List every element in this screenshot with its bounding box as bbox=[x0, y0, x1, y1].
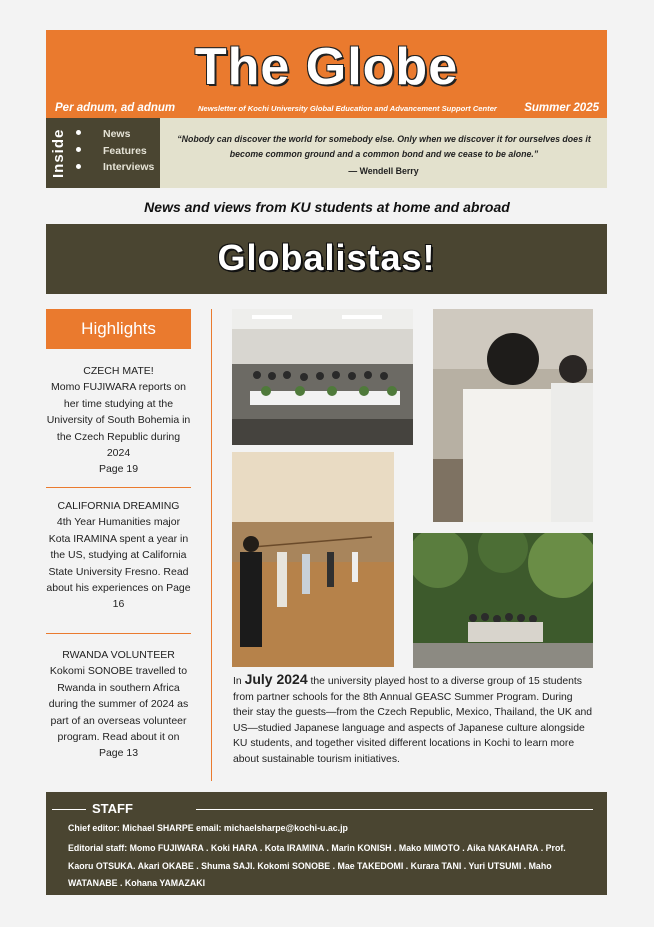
inside-list bbox=[103, 126, 154, 176]
inside-item-news: News bbox=[103, 128, 131, 140]
newsletter-subtitle: Newsletter of Kochi University Global Education and Advancement Support Center bbox=[198, 104, 497, 113]
story-body: the university played host to a diverse group of 15 students from partner schools for the 8th Annual GEASC Summer Program. During their stay the guests—from the Czech Republic, Mexico, Thailand, the UK and US—studied Japanese language and aspects of Japanese culture alongside KU students, and together visited different locations in Kochi to learn more about sustainable tourism initiatives. bbox=[233, 676, 593, 765]
students-photo bbox=[433, 309, 593, 522]
inside-item-interviews: Interviews bbox=[103, 161, 155, 173]
banner bbox=[46, 224, 607, 294]
highlight-body: Kokomi SONOBE travelled to Rwanda in southern Africa during the summer of 2024 as part of an overseas volunteer program. Read about it on Page 13 bbox=[48, 665, 189, 760]
dojo-photo bbox=[232, 452, 394, 667]
inside-item-features: Features bbox=[103, 144, 147, 157]
column-divider bbox=[211, 309, 212, 781]
quote-box bbox=[160, 118, 607, 188]
inside-box bbox=[46, 118, 160, 188]
quote-author: — Wendell Berry bbox=[348, 166, 419, 176]
bullet-dots bbox=[76, 130, 81, 181]
chief-editor: Chief editor: Michael SHARPE email: michaelsharpe@kochi-u.ac.jp bbox=[68, 823, 348, 833]
inside-label: Inside bbox=[50, 128, 67, 178]
highlight-body: 4th Year Humanities major Kota IRAMINA spent a year in the US, studying at California State University Fresno. Read about his experiences on Page 16 bbox=[46, 516, 191, 611]
editorial-staff: Editorial staff: Momo FUJIWARA . Koki HARA . Kota IRAMINA . Marin KONISH . Mako MIMOTO . Aika NAKAHARA . Prof. Kaoru OTSUKA. Akari OKABE . Shuma SAJI. Kokomi SONOBE . Mae TAKEDOMI . Kurara TANI . Yuri UTSUMI . Maho WATANABE . Kohana YAMAZAKI bbox=[68, 843, 566, 888]
staff-heading: STAFF bbox=[92, 801, 133, 816]
highlight-body: Momo FUJIWARA reports on her time studying at the University of South Bohemia in the Czech Republic during 2024 bbox=[46, 381, 191, 460]
masthead bbox=[46, 30, 607, 118]
highlight-title: CALIFORNIA DREAMING bbox=[57, 500, 180, 512]
group-meeting-photo bbox=[232, 309, 413, 445]
highlight-page: Page 19 bbox=[98, 463, 139, 476]
tagline: News and views from KU students at home and abroad bbox=[144, 199, 510, 215]
highlight-item bbox=[46, 498, 191, 613]
quote-text: “Nobody can discover the world for somebody else. Only when we discover it for ourselves does it become common ground and a common bond and we cease to be alone.” bbox=[177, 134, 591, 159]
highlight-title: RWANDA VOLUNTEER bbox=[62, 649, 175, 661]
staff-box bbox=[46, 792, 607, 895]
divider bbox=[196, 809, 593, 810]
divider bbox=[46, 633, 191, 634]
highlight-item bbox=[46, 363, 191, 478]
highlights-heading-label: Highlights bbox=[81, 319, 156, 338]
highlight-title: CZECH MATE! bbox=[83, 365, 154, 377]
highlight-item bbox=[46, 647, 191, 762]
lead-story bbox=[233, 672, 593, 768]
banner-title: Globalistas! bbox=[217, 237, 436, 278]
motto: Per adnum, ad adnum bbox=[55, 102, 176, 114]
story-lead-date: July 2024 bbox=[244, 671, 308, 687]
newsletter-title: The Globe bbox=[194, 38, 459, 96]
highlights-heading bbox=[46, 309, 191, 349]
story-prefix: In bbox=[233, 676, 242, 687]
forest-group-photo bbox=[413, 533, 593, 668]
issue-date: Summer 2025 bbox=[524, 102, 599, 114]
divider bbox=[52, 809, 86, 810]
divider bbox=[46, 487, 191, 488]
